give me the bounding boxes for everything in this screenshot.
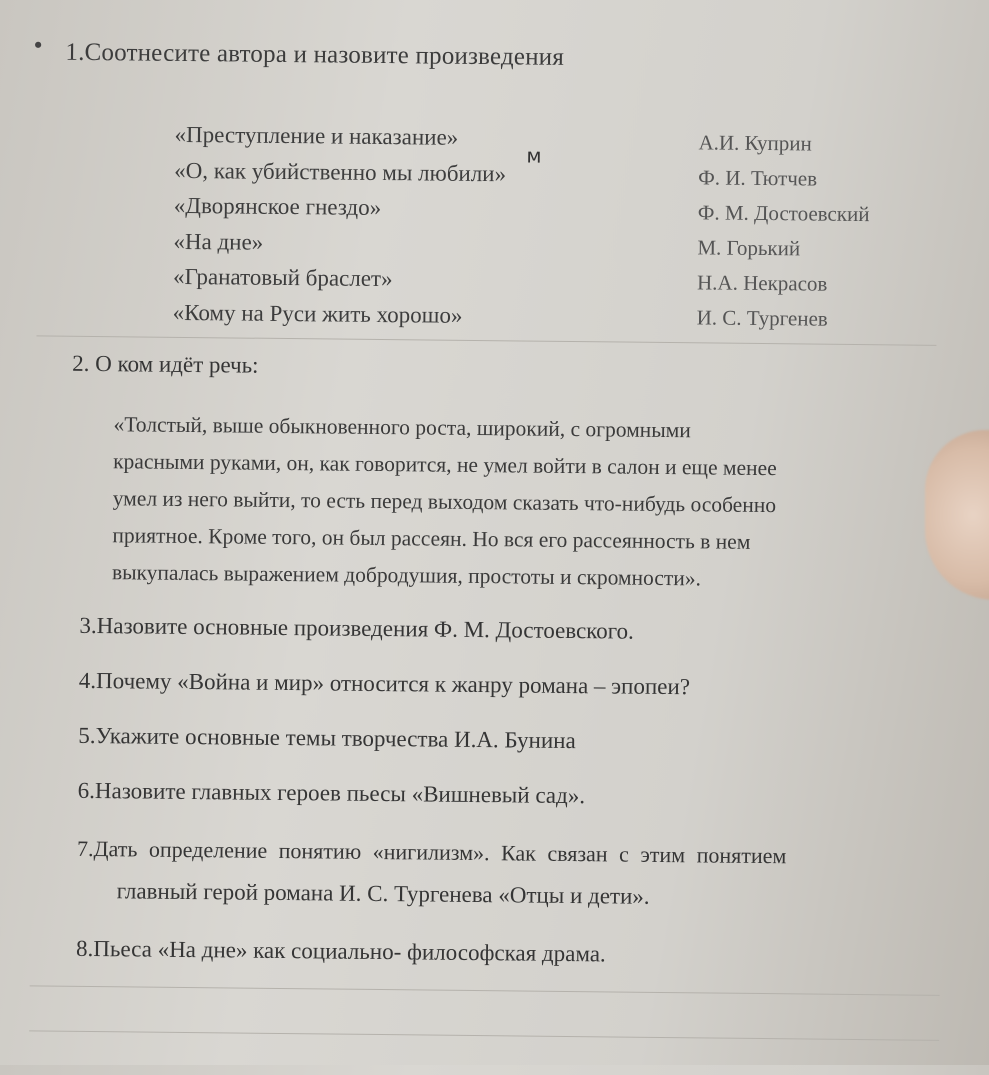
author-item: Н.А. Некрасов [696, 270, 828, 296]
quote-line: выкупалась выражением добродушия, простоты и скромности». [111, 560, 702, 591]
quote-line: красными руками, он, как говорится, не умел войти в салон и еще менее [113, 449, 777, 481]
divider [36, 335, 936, 345]
work-item: «На дне» [173, 228, 264, 255]
question-1-title: 1.Соотнесите автора и назовите произведения [65, 38, 565, 71]
authors-list [697, 125, 871, 337]
author-item: А.И. Куприн [698, 130, 812, 156]
work-item: «О, как убийственно мы любили» [174, 157, 507, 186]
works-list [173, 117, 507, 333]
author-item: Ф. И. Тютчев [698, 165, 818, 191]
divider [30, 985, 940, 996]
question-4: 4.Почему «Война и мир» относится к жанру романа – эпопеи? [78, 667, 691, 700]
question-2-title: 2. О ком идёт речь: [72, 350, 259, 378]
quote-line: приятное. Кроме того, он был рассеян. Но вся его рассеянность в нем [112, 523, 751, 554]
question-7-line-2: главный герой романа И. С. Тургенева «Отцы и дети». [116, 878, 650, 909]
work-item: «Преступление и наказание» [174, 121, 459, 150]
divider [29, 1030, 939, 1041]
question-7-line-1: 7.Дать определение понятию «нигилизм». Как связан с этим понятием [76, 835, 787, 869]
work-item: «Дворянское гнездо» [173, 192, 382, 221]
author-item: И. С. Тургенев [696, 305, 828, 331]
question-6: 6.Назовите главных героев пьесы «Вишневый сад». [77, 777, 586, 809]
author-item: Ф. М. Достоевский [697, 200, 870, 227]
author-item: М. Горький [697, 235, 801, 261]
bullet-dot: • [33, 30, 43, 60]
work-item: «Кому на Руси жить хорошо» [172, 299, 463, 328]
quote-line: умел из него выйти, то есть перед выходом сказать что-нибудь особенно [112, 486, 777, 518]
handwritten-mark: м [526, 143, 542, 168]
question-5: 5.Укажите основные темы творчества И.А. Бунина [78, 722, 576, 754]
quote-block [112, 406, 934, 600]
question-3: 3.Назовите основные произведения Ф. М. Достоевского. [79, 612, 634, 644]
question-8: 8.Пьеса «На дне» как социально- философская драма. [75, 935, 606, 967]
work-item: «Гранатовый браслет» [172, 263, 393, 292]
quote-line: «Толстый, выше обыкновенного роста, широкий, с огромными [113, 412, 691, 443]
